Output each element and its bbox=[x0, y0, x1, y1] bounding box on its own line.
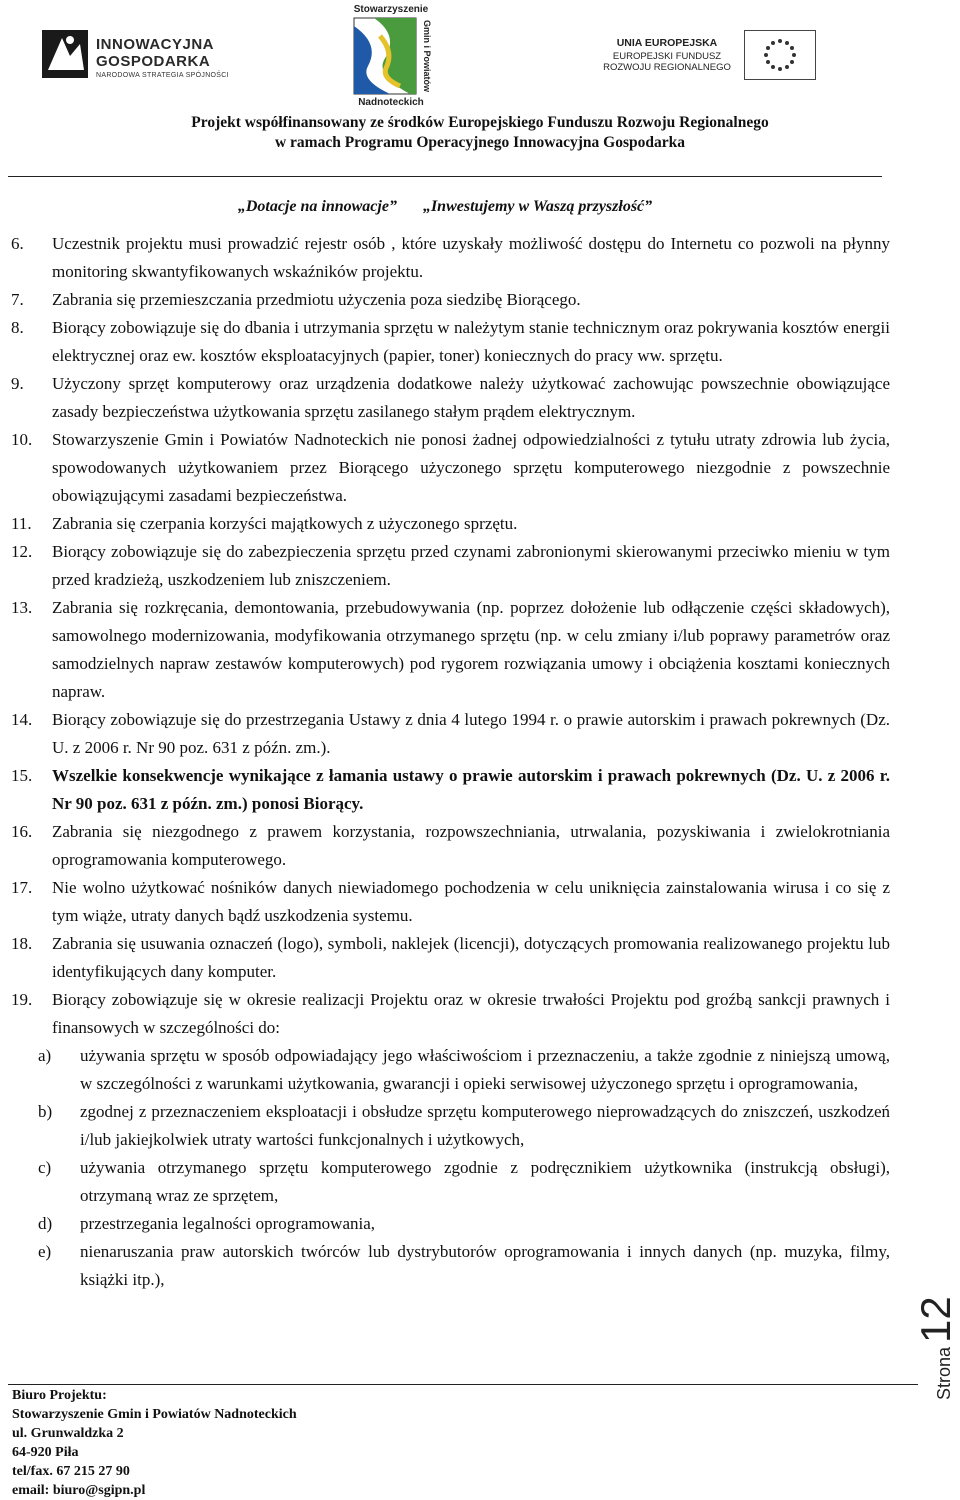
item-number: 9. bbox=[11, 374, 24, 393]
page-number-value: 12 bbox=[912, 1296, 959, 1343]
sg-logo-vertical-text: Gmin i Powiatów bbox=[422, 19, 432, 93]
item-number: 14. bbox=[11, 710, 33, 729]
page-header bbox=[0, 0, 960, 215]
sub-item-letter: b) bbox=[38, 1102, 53, 1121]
footer-city: 64-920 Piła bbox=[12, 1445, 79, 1460]
page-footer bbox=[12, 1386, 297, 1500]
sub-list-item bbox=[0, 1238, 890, 1294]
sg-logo-bottom: Nadnoteckich bbox=[358, 97, 424, 108]
sub-item-text: używania sprzętu w sposób odpowiadający jego właściwościom i przeznaczeniu, a także zgodnie z niniejszą umową, w szczególności z warunkami użytkowania, gwarancji i opieki serwisowej użyczonego sprzętu i oprogramowania, bbox=[80, 1046, 890, 1093]
list-item bbox=[0, 370, 890, 426]
item-number: 15. bbox=[11, 766, 33, 785]
item-number: 10. bbox=[11, 430, 33, 449]
sub-item-text: przestrzegania legalności oprogramowania, bbox=[80, 1214, 376, 1233]
slogans bbox=[0, 198, 890, 216]
eu-logo-line2: EUROPEJSKI FUNDUSZ bbox=[612, 51, 722, 62]
item-text: Zabrania się czerpania korzyści majątkowych z użyczonego sprzętu. bbox=[52, 514, 518, 533]
item-number: 17. bbox=[11, 878, 33, 897]
item-number: 18. bbox=[11, 934, 33, 953]
item-text: Nie wolno użytkować nośników danych niewiadomego pochodzenia w celu uniknięcia zainstalowania wirusa i co się z tym wiąże, utraty danych bądź uszkodzenia systemu. bbox=[52, 878, 890, 925]
eu-logo bbox=[598, 30, 818, 80]
sub-item-letter: e) bbox=[38, 1242, 52, 1261]
innowacyjna-gospodarka-logo bbox=[40, 26, 230, 86]
list-item bbox=[0, 538, 890, 594]
sub-list-item bbox=[0, 1098, 890, 1154]
page-number-label: Strona bbox=[934, 1346, 954, 1400]
logo-name-line1: INNOWACYJNA bbox=[96, 36, 215, 53]
footer-email: email: biuro@sgipn.pl bbox=[12, 1483, 146, 1498]
footer-organization: Stowarzyszenie Gmin i Powiatów Nadnoteckich bbox=[12, 1407, 297, 1422]
list-item bbox=[0, 314, 890, 370]
footer-street: ul. Grunwaldzka 2 bbox=[12, 1426, 124, 1441]
item-text: Biorący zobowiązuje się do zabezpieczenia sprzętu przed czynami zabronionymi skierowanymi przeciwko mieniu w tym przed kradzieżą, uszkodzeniem lub zniszczeniem. bbox=[52, 542, 890, 589]
list-item bbox=[0, 706, 890, 762]
sub-item-letter: d) bbox=[38, 1214, 53, 1233]
list-item bbox=[0, 874, 890, 930]
sub-list-item bbox=[0, 1154, 890, 1210]
list-item bbox=[0, 818, 890, 874]
item-text: Zabrania się niezgodnego z prawem korzystania, rozpowszechniania, utrwalania, pozyskiwania i zwielokrotniania oprogramowania komputerowego. bbox=[52, 822, 890, 869]
sub-item-text: używania otrzymanego sprzętu komputerowego zgodnie z podręcznikiem użytkownika (instrukcją obsługi), otrzymaną wraz ze sprzętem, bbox=[80, 1158, 890, 1205]
item-text: Zabrania się usuwania oznaczeń (logo), symboli, naklejek (licencji), dotyczących promowania realizowanego projektu lub identyfikujących dany komputer. bbox=[52, 934, 890, 981]
eu-logo-line1: UNIA EUROPEJSKA bbox=[616, 37, 718, 49]
list-item bbox=[0, 930, 890, 986]
logo-name-line2: GOSPODARKA bbox=[96, 53, 211, 70]
item-text: Zabrania się rozkręcania, demontowania, przebudowywania (np. poprzez dołożenie lub odłączenie części składowych), samowolnego modernizowania, modyfikowania otrzymanego sprzętu (np. w celu zmiany i/lub poprawy parametrów oraz samodzielnych napraw zestawów komputerowych) pod rygorem rozwiązania umowy i obciążenia kosztami koniecznych napraw. bbox=[52, 598, 890, 701]
item-text: Zabrania się przemieszczania przedmiotu użyczenia poza siedzibę Biorącego. bbox=[52, 290, 581, 309]
list-item bbox=[0, 230, 890, 286]
sub-item-text: zgodnej z przeznaczeniem eksploatacji i obsłudze sprzętu komputerowego nieprowadzących do zniszczeń, uszkodzeń i/lub jakiejkolwiek utraty wartości funkcjonalnych i użytkowych, bbox=[80, 1102, 890, 1149]
logo-tagline: NARODOWA STRATEGIA SPÓJNOŚCI bbox=[96, 72, 229, 79]
list-item bbox=[0, 594, 890, 706]
item-text: Stowarzyszenie Gmin i Powiatów Nadnoteckich nie ponosi żadnej odpowiedzialności z tytułu utraty zdrowia lub życia, spowodowanych użytkowaniem przez Biorącego użyczonego sprzętu komputerowego niezgodnie z powszechnie obowiązującymi zasadami bezpieczeństwa. bbox=[52, 430, 890, 505]
list-item bbox=[0, 986, 890, 1042]
item-number: 12. bbox=[11, 542, 33, 561]
footer-office-label: Biuro Projektu: bbox=[12, 1388, 107, 1403]
stowarzyszenie-emblem-icon bbox=[350, 16, 432, 102]
slogan-dotacje: „Dotacje na innowacje” bbox=[237, 198, 397, 215]
list-item bbox=[0, 286, 890, 314]
list-item bbox=[0, 762, 890, 818]
sub-item-text: nienaruszania praw autorskich twórców lub dystrybutorów oprogramowania i innych danych (np. muzyka, filmy, książki itp.), bbox=[80, 1242, 890, 1289]
item-text: Biorący zobowiązuje się do przestrzegania Ustawy z dnia 4 lutego 1994 r. o prawie autorskim i prawach pokrewnych (Dz. U. z 2006 r. Nr 90 poz. 631 z późn. zm.). bbox=[52, 710, 890, 757]
item-number: 6. bbox=[11, 234, 24, 253]
slogan-inwestujemy: „Inwestujemy w Waszą przyszłość” bbox=[422, 198, 653, 215]
page-number bbox=[912, 1270, 960, 1400]
item-text: Biorący zobowiązuje się w okresie realizacji Projektu oraz w okresie trwałości Projektu pod groźbą sankcji prawnych i finansowych w szczególności do: bbox=[52, 990, 890, 1037]
eu-flag-icon bbox=[744, 30, 816, 80]
item-number: 13. bbox=[11, 598, 33, 617]
item-text: Uczestnik projektu musi prowadzić rejestr osób , które uzyskały możliwość dostępu do Internetu co pozwoli na płynny monitoring skwantyfikowanych wskaźników projektu. bbox=[52, 234, 890, 281]
item-text: Użyczony sprzęt komputerowy oraz urządzenia dodatkowe należy użytkować zachowując powszechnie obowiązujące zasady bezpieczeństwa użytkowania sprzętu zasilanego stałym prądem elektrycznym. bbox=[52, 374, 890, 421]
item-number: 7. bbox=[11, 290, 24, 309]
item-number: 8. bbox=[11, 318, 24, 337]
project-cofinancing-line2: w ramach Programu Operacyjnego Innowacyjna Gospodarka bbox=[274, 134, 686, 151]
item-text: Biorący zobowiązuje się do dbania i utrzymania sprzętu w należytym stanie technicznym oraz pokrywania kosztów energii elektrycznej oraz ew. kosztów eksploatacyjnych (papier, toner) koniecznych do pracy ww. sprzętu. bbox=[52, 318, 890, 365]
footer-divider bbox=[8, 1384, 918, 1385]
eu-logo-line3: ROZWOJU REGIONALNEGO bbox=[603, 62, 731, 73]
item-number: 16. bbox=[11, 822, 33, 841]
header-divider bbox=[8, 176, 882, 177]
stowarzyszenie-logo bbox=[350, 4, 432, 108]
sub-item-letter: a) bbox=[38, 1046, 52, 1065]
innowacyjna-gospodarka-emblem-icon bbox=[40, 26, 92, 82]
project-cofinancing-line1: Projekt współfinansowany ze środków Europejskiego Funduszu Rozwoju Regionalnego bbox=[191, 114, 769, 131]
item-number: 19. bbox=[11, 990, 33, 1009]
list-item bbox=[0, 426, 890, 510]
sub-item-letter: c) bbox=[38, 1158, 52, 1177]
sg-logo-top: Stowarzyszenie bbox=[353, 4, 429, 15]
footer-phone: tel/fax. 67 215 27 90 bbox=[12, 1464, 130, 1479]
list-item bbox=[0, 510, 890, 538]
regulations-list bbox=[0, 230, 890, 1294]
item-number: 11. bbox=[11, 514, 32, 533]
sub-list-item bbox=[0, 1042, 890, 1098]
item-text-bold: Wszelkie konsekwencje wynikające z łamania ustawy o prawie autorskim i prawach pokrewnych (Dz. U. z 2006 r. Nr 90 poz. 631 z późn. zm.) ponosi Biorący. bbox=[52, 766, 890, 813]
sub-list-item bbox=[0, 1210, 890, 1238]
